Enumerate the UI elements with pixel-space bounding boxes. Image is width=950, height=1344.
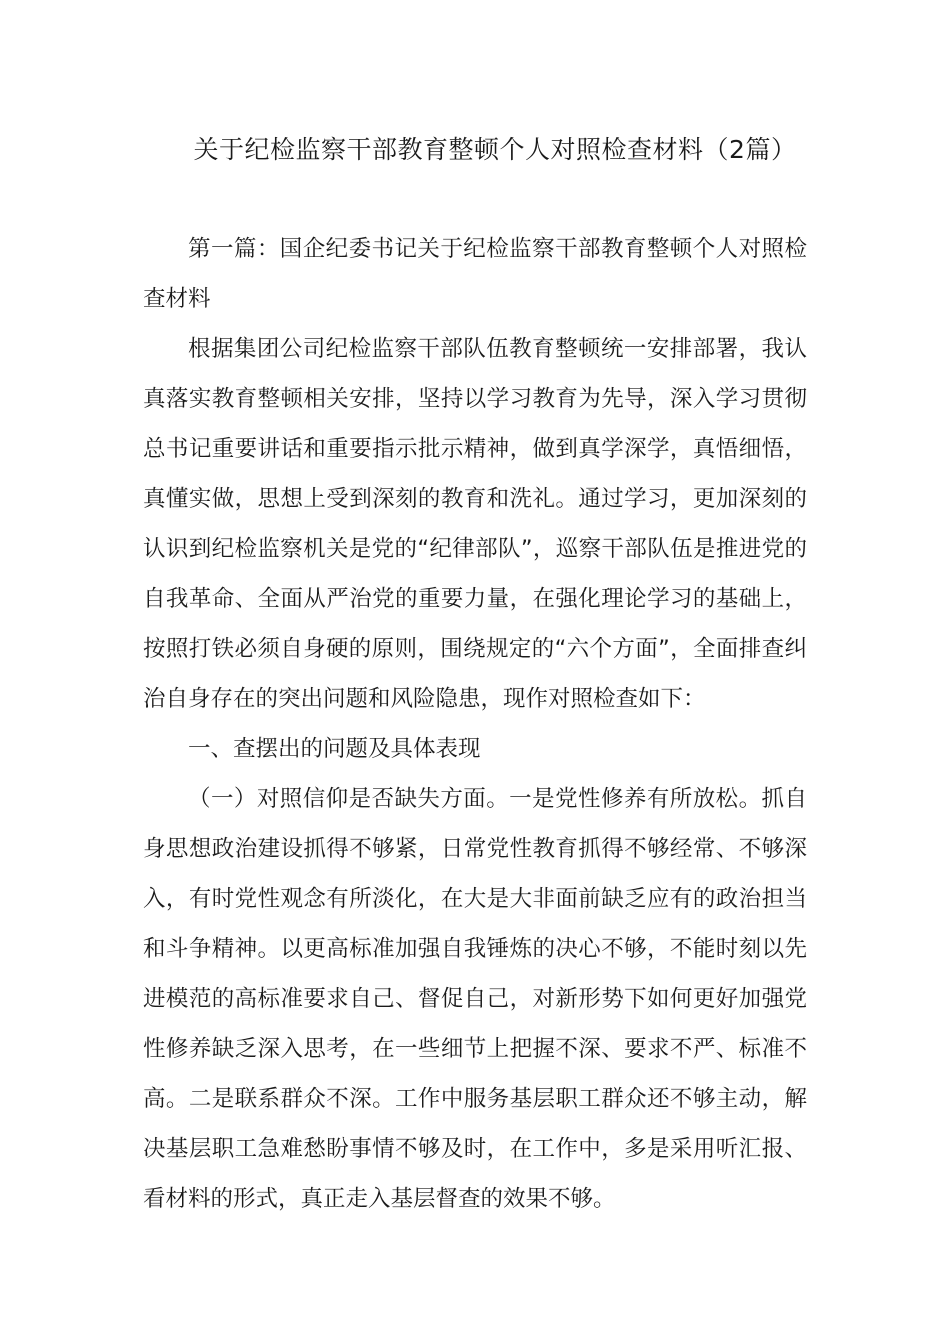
section-heading-first-article: 第一篇：国企纪委书记关于纪检监察干部教育整顿个人对照检查材料 [143,236,807,312]
body-paragraph-belief: （一）对照信仰是否缺失方面。一是党性修养有所放松。抓自身思想政治建设抓得不够紧，日常党性教育抓得不够经常、不够深入，有时党性观念有所淡化，在大是大非面前缺乏应有的政治担当和斗争精神。以更高标准加强自我锤炼的决心不够，不能时刻以先进模范的高标准要求自己、督促自己，对新形势下如何更好加强党性修养缺乏深入思考，在一些细节上把握不深、要求不严、标准不高。二是联系群众不深。工作中服务基层职工群众还不够主动，解决基层职工急难愁盼事情不够及时，在工作中，多是采用听汇报、看材料的形式，真正走入基层督查的效果不够。 [143,786,807,1212]
document-title: 关于纪检监察干部教育整顿个人对照检查材料（2篇） [193,135,797,164]
document-body [143,224,807,1224]
section-heading-problems: 一、查摆出的问题及具体表现 [188,736,481,762]
body-paragraph-intro: 根据集团公司纪检监察干部队伍教育整顿统一安排部署，我认真落实教育整顿相关安排，坚持以学习教育为先导，深入学习贯彻总书记重要讲话和重要指示批示精神，做到真学深学，真悟细悟，真懂实做，思想上受到深刻的教育和洗礼。通过学习，更加深刻的认识到纪检监察机关是党的“纪律部队”，巡察干部队伍是推进党的自我革命、全面从严治党的重要力量，在强化理论学习的基础上，按照打铁必须自身硬的原则，围绕规定的“六个方面”，全面排查纠治自身存在的突出问题和风险隐患，现作对照检查如下： [143,336,807,712]
